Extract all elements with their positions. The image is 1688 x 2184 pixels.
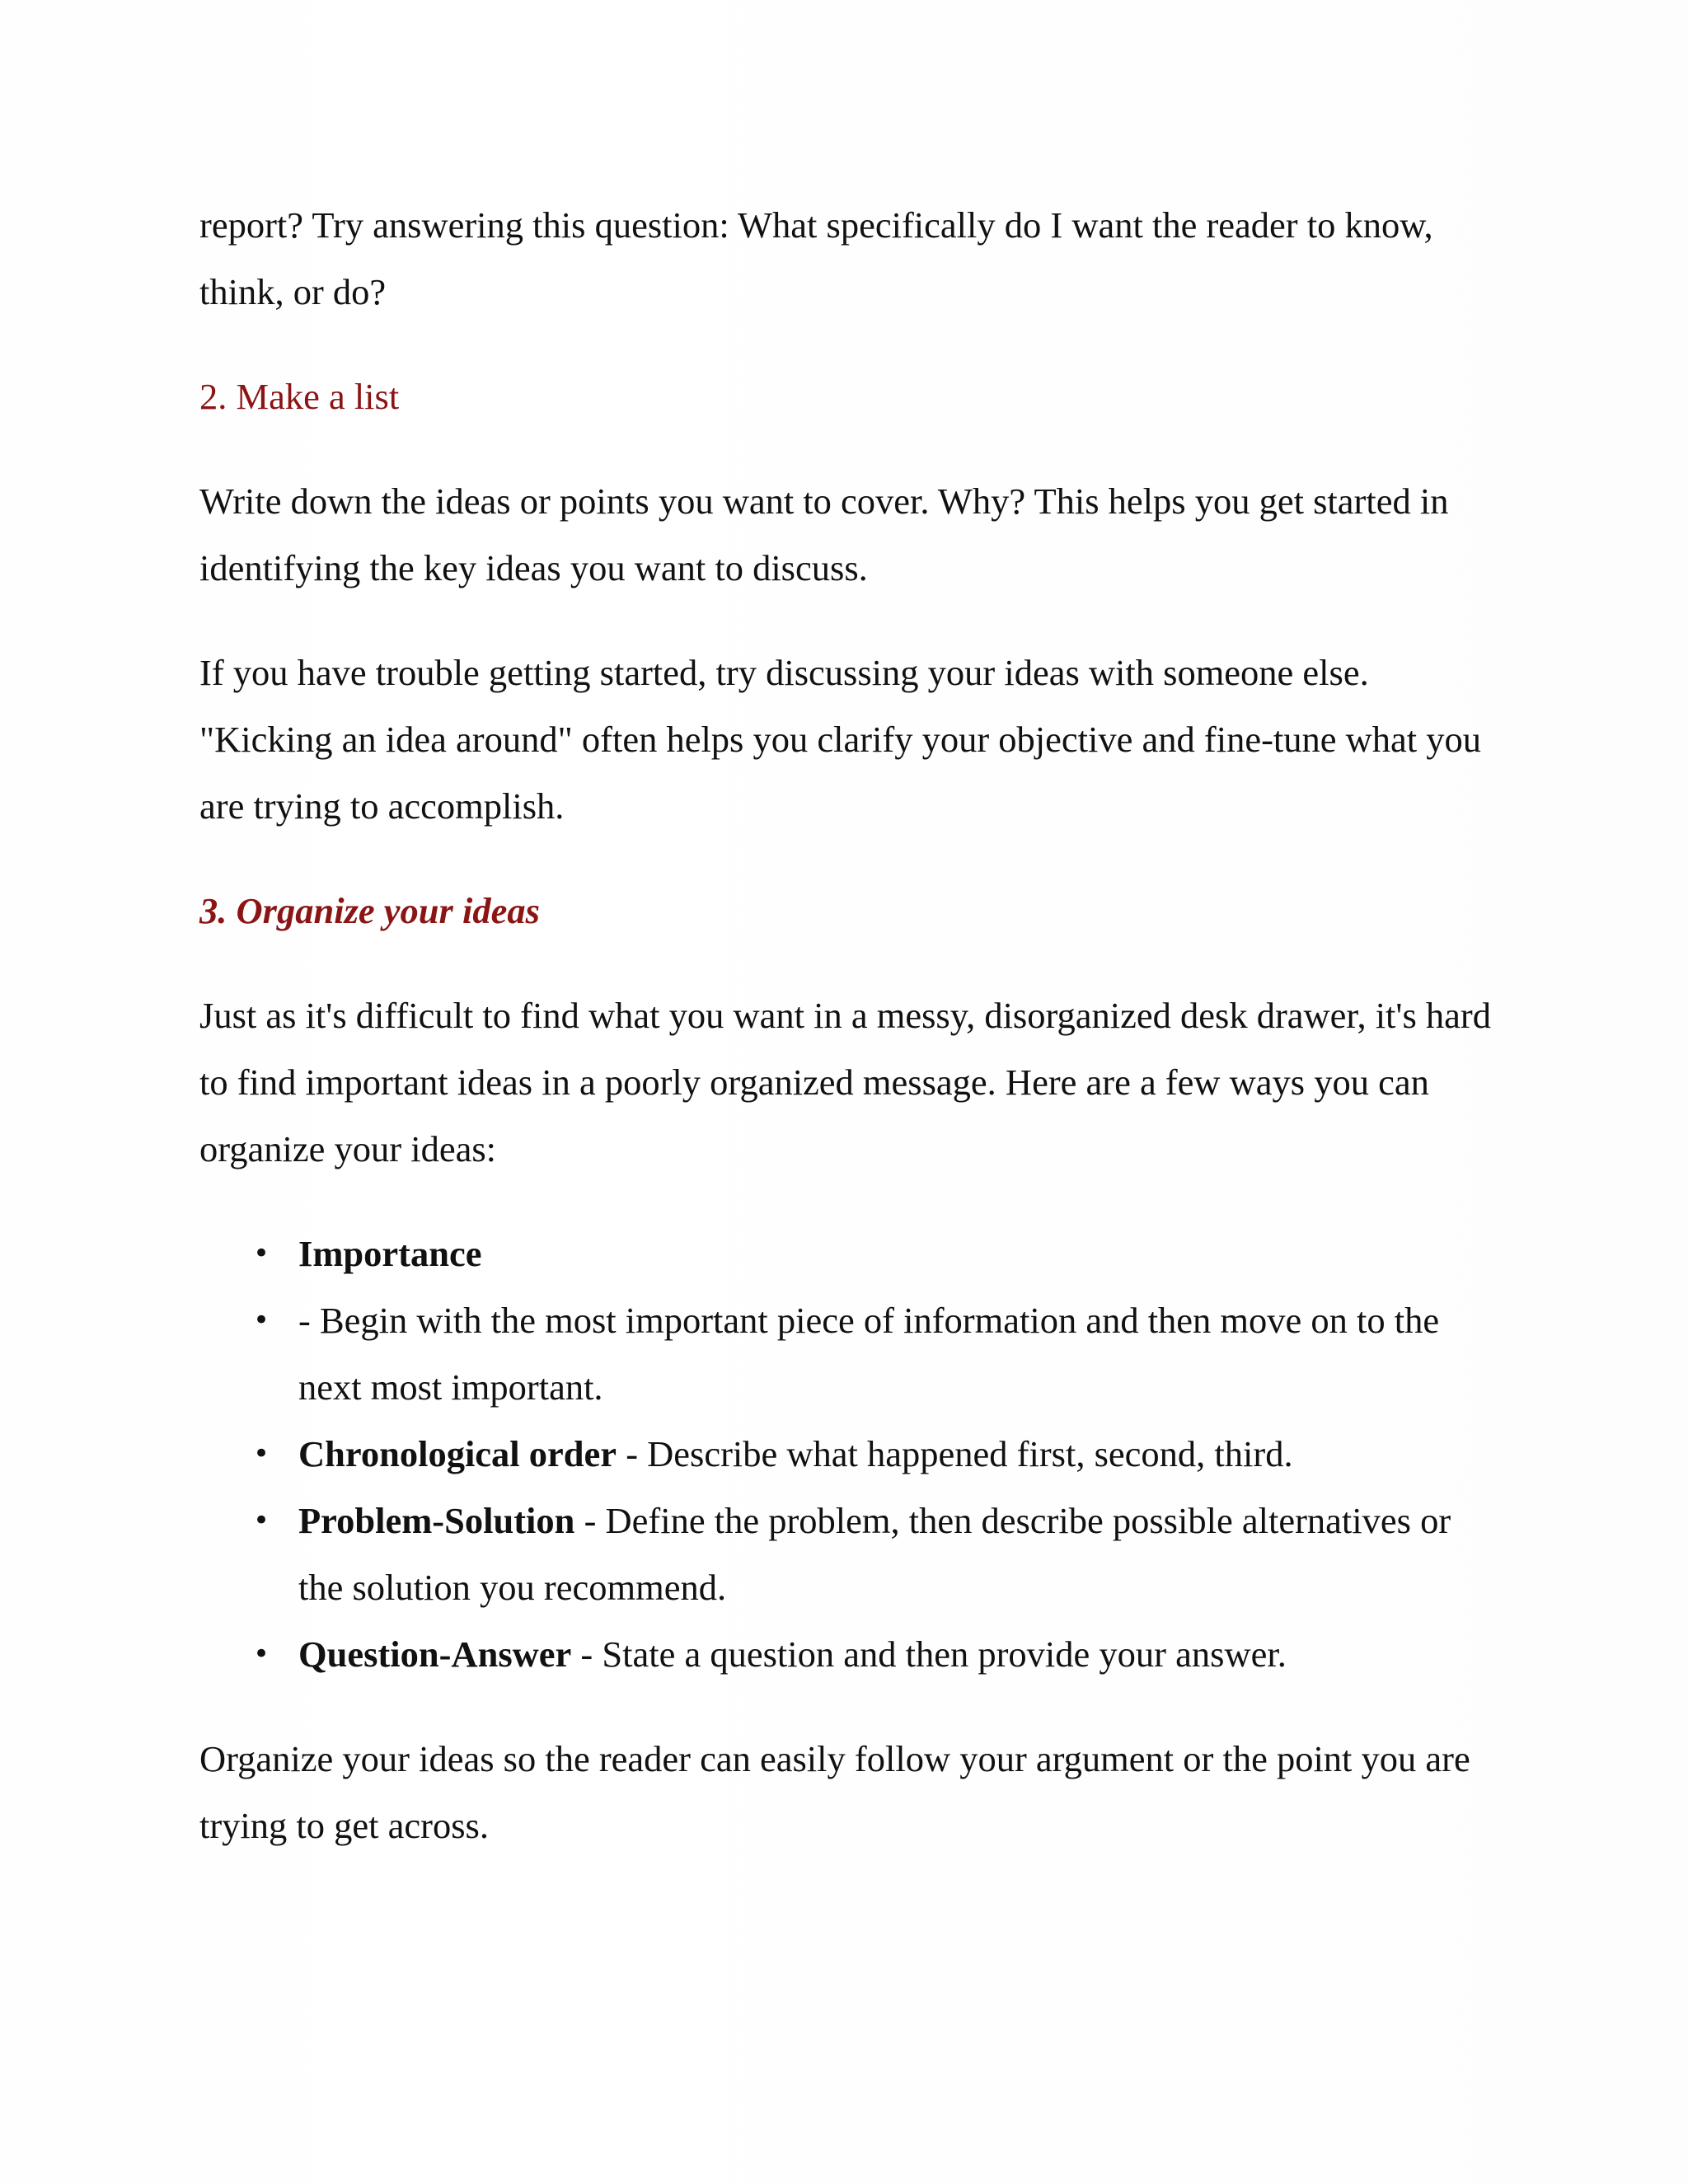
list-item-importance-description [199,1287,1502,1421]
list-item-term: Importance [298,1233,482,1274]
discuss-ideas-paragraph: If you have trouble getting started, try discussing your ideas with someone else. "Kicking an idea around" often helps you clarify your objective and fine-tune what you are trying to accomplish. [199,652,1482,827]
section-heading-organize-ideas: 3. Organize your ideas [199,890,540,931]
list-item-problem-solution [199,1488,1502,1621]
list-item-chronological-order [199,1421,1502,1488]
list-item-importance [199,1221,1502,1287]
list-item-text: - Define the problem, then describe possible alternatives or the solution you recommend. [298,1500,1451,1608]
list-item-text: - Describe what happened first, second, third. [617,1433,1293,1474]
list-item-text: - State a question and then provide your answer. [571,1633,1287,1675]
list-item-term: Chronological order [298,1433,617,1474]
bullet-icon: • [252,1638,270,1671]
bullet-icon: • [252,1304,270,1337]
list-item-text: - Begin with the most important piece of information and then move on to the next most important. [298,1300,1440,1408]
bullet-icon: • [252,1504,270,1537]
list-item-question-answer [199,1621,1502,1688]
bullet-icon: • [252,1437,270,1470]
list-item-term: Question-Answer [298,1633,572,1675]
intro-paragraph: report? Try answering this question: What specifically do I want the reader to know, think, or do? [199,204,1433,312]
bullet-icon: • [252,1237,270,1270]
organization-methods-list [199,1221,1502,1688]
list-item-term: Problem-Solution [298,1500,575,1541]
section-heading-make-a-list: 2. Make a list [199,376,400,417]
closing-paragraph: Organize your ideas so the reader can easily follow your argument or the point you are trying to get across. [199,1738,1470,1846]
organize-ideas-paragraph: Just as it's difficult to find what you want in a messy, disorganized desk drawer, it's hard to find important ideas in a poorly organized message. Here are a few ways you can organize your ideas: [199,995,1491,1169]
document-body [199,192,1502,1859]
make-a-list-paragraph: Write down the ideas or points you want to cover. Why? This helps you get started in identifying the key ideas you want to discuss. [199,480,1449,588]
